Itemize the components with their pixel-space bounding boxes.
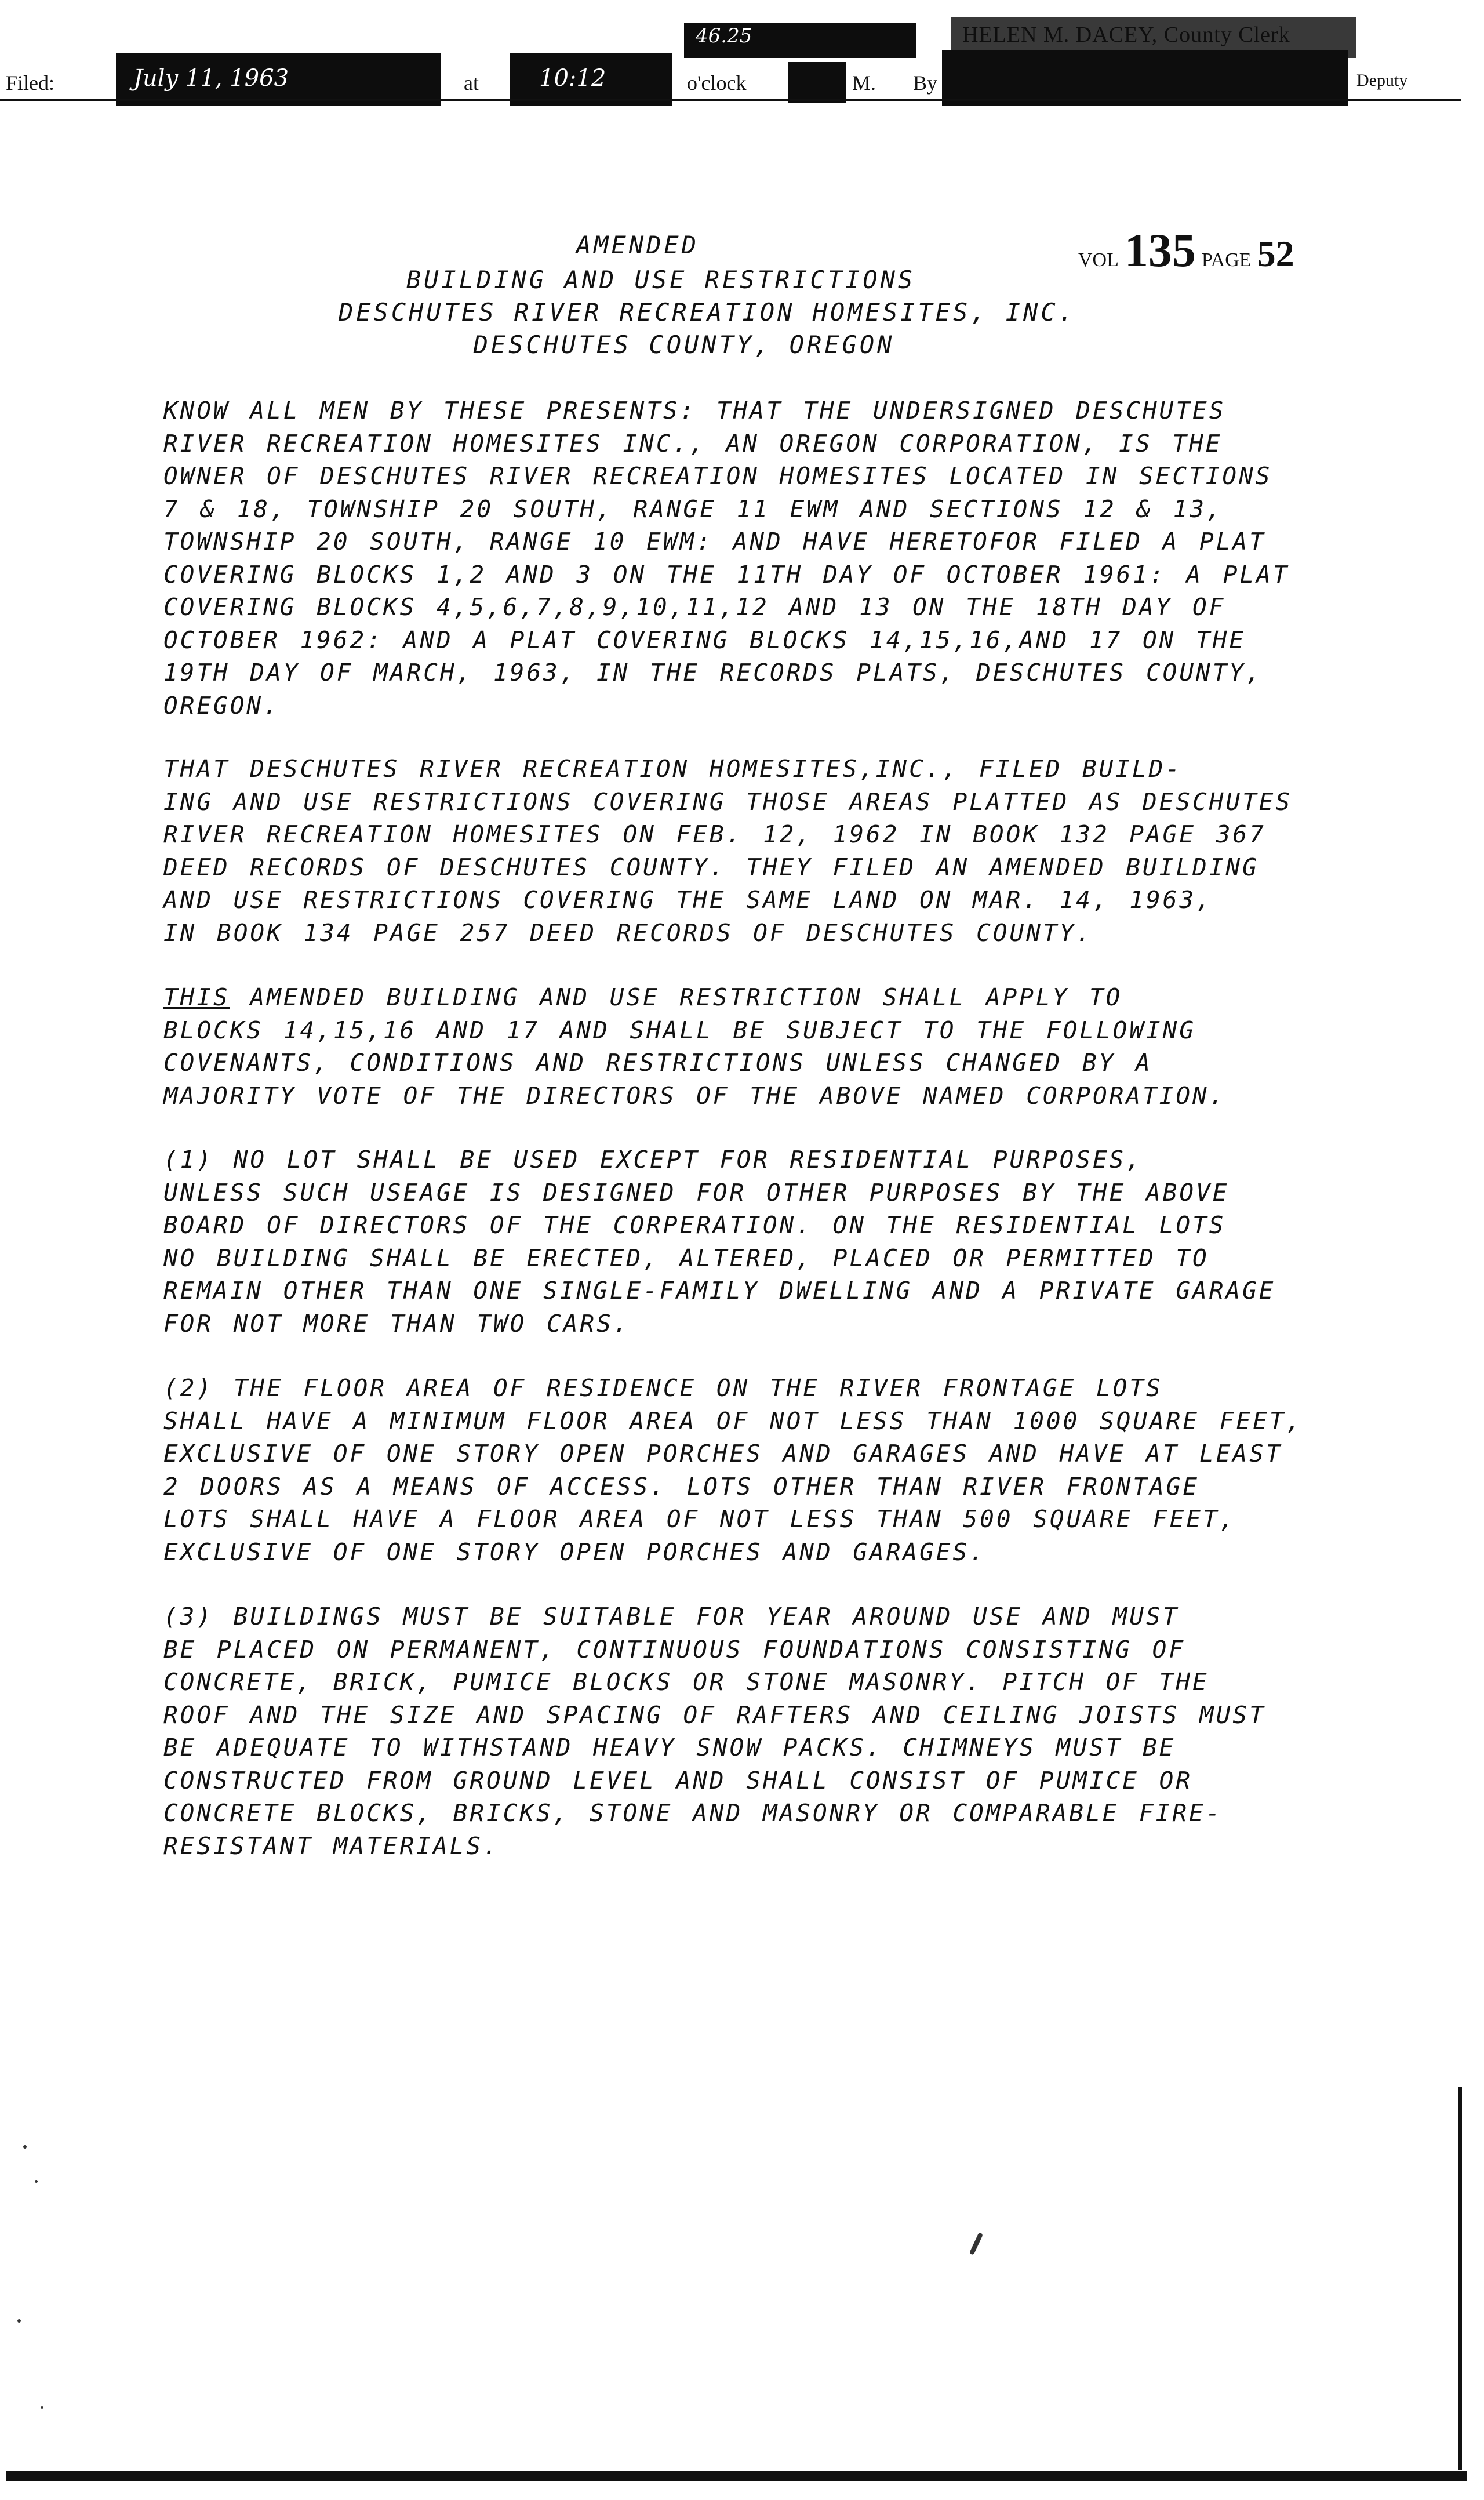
restriction-3: (3) BUILDINGS MUST BE SUITABLE FOR YEAR AROUND USE AND MUST BE PLACED ON PERMANENT, CONTINUOUS FOUNDATIONS CONSISTING OF CONCRETE, BRICK, PUMICE BLOCKS OR STONE MASONRY. PITCH OF THE ROOF AND THE SIZE AND SPACING OF RAFTERS AND CEILING JOISTS MUST BE ADEQUATE TO WITHSTAND HEAVY SNOW PACKS. CHIMNEYS MUST BE CONSTRUCTED FROM GROUND LEVEL AND SHALL CONSIST OF PUMICE OR CONCRETE BLOCKS, BRICKS, STONE AND MASONRY OR COMPARABLE FIRE- RESISTANT MATERIALS. xyxy=(163,1603,1266,1860)
by-label: By xyxy=(913,71,938,95)
scan-speck xyxy=(17,2319,21,2323)
vol-number: 135 xyxy=(1124,224,1196,277)
oclock-label: o'clock xyxy=(687,71,747,95)
applicability-text: AMENDED BUILDING AND USE RESTRICTION SHALL APPLY TO BLOCKS 14,15,16 AND 17 AND SHALL BE SUBJECT TO THE FOLLOWING COVENANTS, CONDITIONS AND RESTRICTIONS UNLESS CHANGED BY A MAJORITY VOTE OF THE DIRECTORS OF THE ABOVE NAMED CORPORATION. xyxy=(163,983,1226,1110)
scan-mark xyxy=(969,2232,983,2255)
page-label: PAGE xyxy=(1201,249,1252,271)
meridian: M. xyxy=(852,71,876,95)
stamp-underline xyxy=(0,99,1461,101)
top-number: 46.25 xyxy=(696,24,752,48)
scan-speck xyxy=(23,2145,27,2149)
signature-redaction xyxy=(942,50,1348,106)
filed-label: Filed: xyxy=(6,71,55,95)
heading-amended: AMENDED xyxy=(576,231,699,259)
page-number: 52 xyxy=(1257,233,1294,274)
restriction-2: (2) THE FLOOR AREA OF RESIDENCE ON THE RIVER FRONTAGE LOTS SHALL HAVE A MINIMUM FLOOR AREA OF NOT LESS THAN 1000 SQUARE FEET, EXCLUSIVE OF ONE STORY OPEN PORCHES AND GARAGES AND HAVE AT LEAST 2 DOORS AS A MEANS OF ACCESS. LOTS OTHER THAN RIVER FRONTAGE LOTS SHALL HAVE A FLOOR AREA OF NOT LESS THAN 500 SQUARE FEET, EXCLUSIVE OF ONE STORY OPEN PORCHES AND GARAGES. xyxy=(163,1374,1303,1566)
scan-speck xyxy=(41,2406,43,2409)
scan-edge-line xyxy=(1458,2087,1462,2470)
at-label: at xyxy=(464,71,479,95)
this-underlined: THIS xyxy=(163,983,230,1011)
redaction-block xyxy=(788,62,846,103)
paragraph-applicability xyxy=(163,981,1450,1112)
deputy-label: Deputy xyxy=(1356,71,1408,90)
paragraph-preamble: KNOW ALL MEN BY THESE PRESENTS: THAT THE UNDERSIGNED DESCHUTES RIVER RECREATION HOMESITES INC., AN OREGON CORPORATION, IS THE OWNER OF DESCHUTES RIVER RECREATION HOMESITES LOCATED IN SECTIONS 7 & 18, TOWNSHIP 20 SOUTH, RANGE 11 EWM AND SECTIONS 12 & 13, TOWNSHIP 20 SOUTH, RANGE 10 EWM: AND HAVE HERETOFOR FILED A PLAT COVERING BLOCKS 1,2 AND 3 ON THE 11TH DAY OF OCTOBER 1961: A PLAT COVERING BLOCKS 4,5,6,7,8,9,10,11,12 AND 13 ON THE 18TH DAY OF OCTOBER 1962: AND A PLAT COVERING BLOCKS 14,15,16,AND 17 ON THE 19TH DAY OF MARCH, 1963, IN THE RECORDS PLATS, DESCHUTES COUNTY, OREGON. xyxy=(163,397,1290,720)
vol-label: VOL xyxy=(1078,249,1119,271)
heading-company: DESCHUTES RIVER RECREATION HOMESITES, INC. xyxy=(338,298,1076,326)
filed-time: 10:12 xyxy=(539,65,606,92)
scan-bottom-bar xyxy=(6,2471,1467,2481)
restriction-1: (1) NO LOT SHALL BE USED EXCEPT FOR RESIDENTIAL PURPOSES, UNLESS SUCH USEAGE IS DESIGNED FOR OTHER PURPOSES BY THE ABOVE BOARD OF DIRECTORS OF THE CORPERATION. ON THE RESIDENTIAL LOTS NO BUILDING SHALL BE ERECTED, ALTERED, PLACED OR PERMITTED TO REMAIN OTHER THAN ONE SINGLE-FAMILY DWELLING AND A PRIVATE GARAGE FOR NOT MORE THAN TWO CARS. xyxy=(163,1146,1276,1338)
scan-speck xyxy=(35,2180,38,2183)
heading-county: DESCHUTES COUNTY, OREGON xyxy=(473,330,895,359)
heading-title: BUILDING AND USE RESTRICTIONS xyxy=(406,266,916,294)
filing-stamp xyxy=(0,0,1484,116)
paragraph-prior-filings: THAT DESCHUTES RIVER RECREATION HOMESITES,INC., FILED BUILD- ING AND USE RESTRICTIONS COVERING THOSE AREAS PLATTED AS DESCHUTES RIVER RECREATION HOMESITES ON FEB. 12, 1962 IN BOOK 132 PAGE 367 DEED RECORDS OF DESCHUTES COUNTY. THEY FILED AN AMENDED BUILDING AND USE RESTRICTIONS COVERING THE SAME LAND ON MAR. 14, 1963, IN BOOK 134 PAGE 257 DEED RECORDS OF DESCHUTES COUNTY. xyxy=(163,755,1293,947)
filed-date: July 11, 1963 xyxy=(133,65,289,92)
